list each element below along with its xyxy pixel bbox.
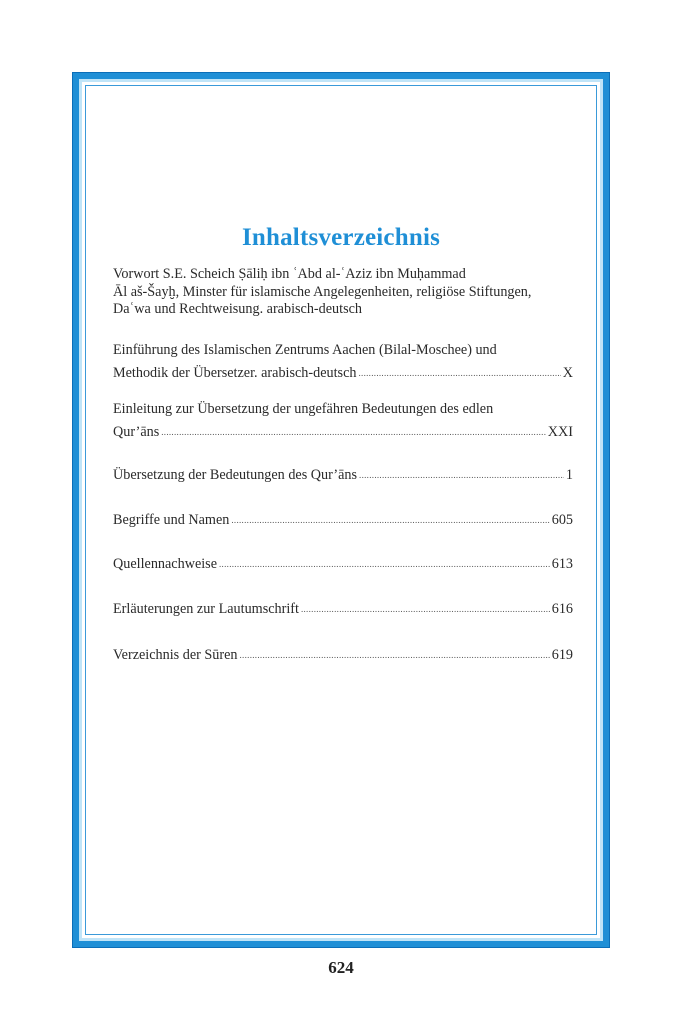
toc-entry-begriffe[interactable] [113,512,573,531]
toc-entry-label: Verzeichnis der Sūren [113,647,238,663]
toc-entry-line: Āl aš-Šayḫ, Minster für islamische Angelegenheiten, religiöse Stiftungen, [113,283,532,300]
toc-title: Inhaltsverzeichnis [241,224,441,251]
toc-entry-line: Einführung des Islamischen Zentrums Aachen (Bilal-Moschee) und [113,342,497,358]
toc-entry-einfuehrung[interactable] [113,342,573,383]
dot-leader [358,365,560,383]
toc-entry-page: 1 [565,467,573,483]
toc-entry-label: Übersetzung der Bedeutungen des Qur’āns [113,467,358,483]
toc-entry-leader-line [113,467,573,486]
toc-entry-label: Methodik der Übersetzer. arabisch-deutsch [113,364,357,381]
page-border-frame [72,72,610,948]
toc-entry-page: X [562,364,573,381]
dot-leader [219,556,550,574]
toc-entry-leader-line [113,601,573,620]
toc-entry-page: 619 [551,647,573,663]
page-border-gap [82,82,600,938]
toc-entry-label: Begriffe und Namen [113,512,230,528]
toc-entry-page: XXI [547,423,573,440]
dot-leader [231,512,549,530]
toc-entry-suren[interactable] [113,647,573,666]
dot-leader [161,424,546,442]
toc-entry-line: Einleitung zur Übersetzung der ungefähren Bedeutungen des edlen [113,401,494,417]
toc-entry-leader-line [113,512,573,531]
dot-leader [301,601,550,619]
dot-leader [359,467,564,485]
page-content-area [85,85,597,935]
dot-leader [240,647,550,665]
toc-entry-leader-line [113,424,573,443]
toc-entry-label: Qur’āns [113,423,160,440]
toc-entry-leader-line [113,365,573,384]
toc-entry-page: 605 [551,512,573,528]
toc-entry-leader-line [113,556,573,575]
toc-entry-uebersetzung[interactable] [113,467,573,486]
toc-entry-label: Erläuterungen zur Lautumschrift [113,601,299,617]
page-border-light-band [79,79,603,941]
toc-entry-label: Quellennachweise [113,556,217,572]
toc-entry-lautumschrift[interactable] [113,601,573,620]
toc-entry-line: Daʿwa und Rechtweisung. arabisch-deutsch [113,301,362,317]
page-number: 624 [328,958,354,977]
toc-entry-page: 616 [551,601,573,617]
toc-entry-line: Vorwort S.E. Scheich Ṣāliḥ ibn ʿAbd al-ʿAziz ibn Muḥammad [113,266,466,282]
toc-entry-einleitung[interactable] [113,401,573,442]
toc-entry-leader-line [113,647,573,666]
toc-entry-vorwort[interactable] [113,266,573,319]
toc-entry-page: 613 [551,556,573,572]
toc-entry-quellen[interactable] [113,556,573,575]
